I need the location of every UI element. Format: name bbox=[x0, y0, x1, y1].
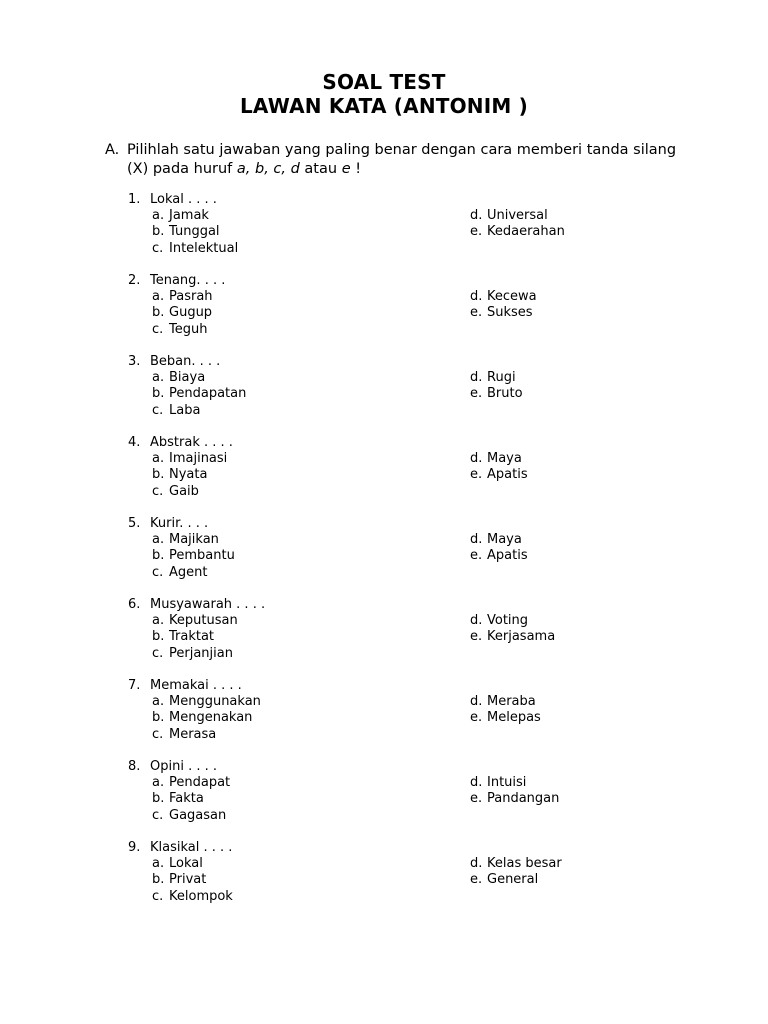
option-text: Intuisi bbox=[487, 775, 527, 791]
question-stem: Klasikal . . . . bbox=[150, 840, 233, 855]
answer-option bbox=[470, 289, 537, 305]
answer-option bbox=[470, 872, 538, 888]
option-text: Laba bbox=[169, 402, 201, 418]
answer-option bbox=[470, 467, 528, 483]
answer-option bbox=[152, 613, 238, 629]
instruction-last-letter: e bbox=[341, 161, 351, 177]
option-letter: e. bbox=[470, 305, 483, 321]
option-text: Agent bbox=[169, 564, 208, 580]
answer-option bbox=[470, 451, 522, 467]
option-letter: c. bbox=[152, 807, 164, 823]
page-title: SOAL TEST bbox=[322, 70, 446, 94]
option-letter: e. bbox=[470, 629, 483, 645]
option-letter: b. bbox=[152, 872, 165, 888]
answer-option bbox=[152, 856, 203, 872]
answer-option bbox=[152, 467, 207, 483]
option-letter: b. bbox=[152, 548, 165, 564]
question-item bbox=[0, 597, 768, 678]
option-letter: e. bbox=[470, 386, 483, 402]
option-letter: c. bbox=[152, 888, 164, 904]
option-letter: e. bbox=[470, 467, 483, 483]
option-letter: b. bbox=[152, 224, 165, 240]
answer-option bbox=[152, 694, 261, 710]
question-number: 2. bbox=[128, 273, 141, 288]
option-text: Tunggal bbox=[169, 224, 220, 240]
option-text: Imajinasi bbox=[169, 451, 228, 467]
option-text: Voting bbox=[487, 613, 529, 629]
option-text: General bbox=[487, 872, 539, 888]
option-letter: b. bbox=[152, 710, 165, 726]
option-text: Traktat bbox=[169, 629, 215, 645]
option-letter: d. bbox=[470, 532, 483, 548]
option-letter: b. bbox=[152, 629, 165, 645]
answer-option bbox=[152, 386, 246, 402]
option-letter: b. bbox=[152, 791, 165, 807]
answer-option bbox=[152, 775, 230, 791]
option-letter: a. bbox=[152, 532, 165, 548]
option-letter: e. bbox=[470, 872, 483, 888]
answer-option bbox=[470, 629, 555, 645]
answer-option bbox=[152, 451, 227, 467]
answer-option bbox=[152, 889, 233, 905]
option-text: Jamak bbox=[169, 208, 209, 224]
answer-option bbox=[470, 224, 565, 240]
option-letter: a. bbox=[152, 289, 165, 305]
question-item bbox=[0, 516, 768, 597]
answer-option bbox=[152, 710, 252, 726]
answer-option bbox=[152, 403, 200, 419]
question-stem: Kurir. . . . bbox=[150, 516, 209, 531]
answer-option bbox=[152, 322, 207, 338]
question-number: 3. bbox=[128, 354, 141, 369]
option-letter: c. bbox=[152, 402, 164, 418]
option-letter: c. bbox=[152, 726, 164, 742]
instruction-text bbox=[127, 141, 685, 179]
option-text: Kecewa bbox=[487, 289, 537, 305]
option-letter: e. bbox=[470, 710, 483, 726]
section-marker: A. bbox=[105, 142, 120, 158]
option-text: Universal bbox=[487, 208, 548, 224]
option-text: Mengenakan bbox=[169, 710, 253, 726]
option-letter: a. bbox=[152, 694, 165, 710]
option-text: Pendapat bbox=[169, 775, 231, 791]
answer-option bbox=[152, 565, 207, 581]
answer-option bbox=[152, 872, 206, 888]
option-text: Meraba bbox=[487, 694, 536, 710]
option-text: Menggunakan bbox=[169, 694, 261, 710]
question-number: 9. bbox=[128, 840, 141, 855]
option-text: Pendapatan bbox=[169, 386, 247, 402]
answer-option bbox=[470, 791, 559, 807]
instruction-text-middle: atau bbox=[299, 161, 342, 177]
option-text: Rugi bbox=[487, 370, 516, 386]
option-text: Kelas besar bbox=[487, 856, 562, 872]
page-subtitle: LAWAN KATA (ANTONIM ) bbox=[239, 94, 528, 118]
option-text: Kerjasama bbox=[487, 629, 556, 645]
option-letter: d. bbox=[470, 694, 483, 710]
option-text: Kelompok bbox=[169, 888, 233, 904]
question-item bbox=[0, 759, 768, 840]
option-text: Kedaerahan bbox=[487, 224, 565, 240]
option-text: Fakta bbox=[169, 791, 204, 807]
answer-option bbox=[470, 370, 516, 386]
answer-option bbox=[152, 224, 220, 240]
option-letter: a. bbox=[152, 775, 165, 791]
question-number: 6. bbox=[128, 597, 141, 612]
answer-option bbox=[152, 484, 199, 500]
instruction-text-main: Pilihlah satu jawaban yang paling benar dengan cara memberi tanda silang (X) pada huruf bbox=[127, 142, 677, 177]
question-number: 4. bbox=[128, 435, 141, 450]
option-letter: a. bbox=[152, 208, 165, 224]
option-text: Gugup bbox=[169, 305, 213, 321]
question-stem: Memakai . . . . bbox=[150, 678, 242, 693]
option-text: Lokal bbox=[169, 856, 203, 872]
option-text: Sukses bbox=[487, 305, 533, 321]
instruction-block bbox=[105, 141, 685, 179]
answer-option bbox=[152, 646, 233, 662]
option-text: Majikan bbox=[169, 532, 219, 548]
question-list bbox=[0, 192, 768, 921]
question-number: 5. bbox=[128, 516, 141, 531]
option-text: Maya bbox=[487, 532, 522, 548]
answer-option bbox=[470, 613, 528, 629]
answer-option bbox=[152, 208, 209, 224]
option-letter: b. bbox=[152, 386, 165, 402]
option-text: Gaib bbox=[169, 483, 199, 499]
option-text: Intelektual bbox=[169, 240, 239, 256]
option-letter: a. bbox=[152, 613, 165, 629]
answer-option bbox=[470, 775, 526, 791]
answer-option bbox=[470, 548, 528, 564]
answer-option bbox=[470, 305, 533, 321]
option-text: Biaya bbox=[169, 370, 206, 386]
question-number: 1. bbox=[128, 192, 141, 207]
option-text: Pembantu bbox=[169, 548, 235, 564]
option-text: Nyata bbox=[169, 467, 208, 483]
answer-option bbox=[152, 548, 235, 564]
option-text: Gagasan bbox=[169, 807, 227, 823]
question-number: 8. bbox=[128, 759, 141, 774]
option-letter: e. bbox=[470, 224, 483, 240]
question-number: 7. bbox=[128, 678, 141, 693]
option-letter: c. bbox=[152, 645, 164, 661]
question-item bbox=[0, 273, 768, 354]
option-letter: d. bbox=[470, 451, 483, 467]
question-item bbox=[0, 354, 768, 435]
answer-option bbox=[152, 629, 214, 645]
question-item bbox=[0, 840, 768, 921]
option-text: Perjanjian bbox=[169, 645, 233, 661]
answer-option bbox=[152, 808, 226, 824]
question-stem: Opini . . . . bbox=[150, 759, 218, 774]
option-letter: c. bbox=[152, 240, 164, 256]
option-letter: d. bbox=[470, 289, 483, 305]
instruction-letters: a, b, c, d bbox=[236, 161, 300, 177]
option-letter: d. bbox=[470, 613, 483, 629]
option-text: Merasa bbox=[169, 726, 217, 742]
option-letter: e. bbox=[470, 791, 483, 807]
option-letter: d. bbox=[470, 775, 483, 791]
option-letter: a. bbox=[152, 451, 165, 467]
option-text: Pandangan bbox=[487, 791, 560, 807]
option-text: Apatis bbox=[487, 548, 528, 564]
question-item bbox=[0, 192, 768, 273]
answer-option bbox=[470, 386, 523, 402]
option-text: Pasrah bbox=[169, 289, 213, 305]
answer-option bbox=[470, 710, 541, 726]
answer-option bbox=[470, 208, 548, 224]
question-stem: Abstrak . . . . bbox=[150, 435, 233, 450]
option-text: Bruto bbox=[487, 386, 523, 402]
option-text: Privat bbox=[169, 872, 207, 888]
option-letter: e. bbox=[470, 548, 483, 564]
instruction-text-end: ! bbox=[350, 161, 362, 177]
option-letter: d. bbox=[470, 856, 483, 872]
option-letter: a. bbox=[152, 856, 165, 872]
answer-option bbox=[470, 532, 522, 548]
answer-option bbox=[152, 791, 204, 807]
answer-option bbox=[152, 241, 238, 257]
option-text: Keputusan bbox=[169, 613, 238, 629]
question-item bbox=[0, 678, 768, 759]
option-letter: b. bbox=[152, 305, 165, 321]
option-text: Teguh bbox=[169, 321, 208, 337]
option-letter: b. bbox=[152, 467, 165, 483]
answer-option bbox=[152, 727, 216, 743]
question-stem: Musyawarah . . . . bbox=[150, 597, 266, 612]
question-item bbox=[0, 435, 768, 516]
option-letter: c. bbox=[152, 564, 164, 580]
option-letter: c. bbox=[152, 483, 164, 499]
option-letter: c. bbox=[152, 321, 164, 337]
option-text: Apatis bbox=[487, 467, 528, 483]
option-text: Melepas bbox=[487, 710, 541, 726]
option-text: Maya bbox=[487, 451, 522, 467]
answer-option bbox=[470, 856, 562, 872]
question-stem: Lokal . . . . bbox=[150, 192, 217, 207]
question-stem: Beban. . . . bbox=[150, 354, 221, 369]
question-stem: Tenang. . . . bbox=[150, 273, 226, 288]
option-letter: d. bbox=[470, 370, 483, 386]
answer-option bbox=[152, 532, 219, 548]
answer-option bbox=[152, 289, 213, 305]
answer-option bbox=[152, 305, 212, 321]
option-letter: a. bbox=[152, 370, 165, 386]
answer-option bbox=[470, 694, 536, 710]
answer-option bbox=[152, 370, 205, 386]
option-letter: d. bbox=[470, 208, 483, 224]
